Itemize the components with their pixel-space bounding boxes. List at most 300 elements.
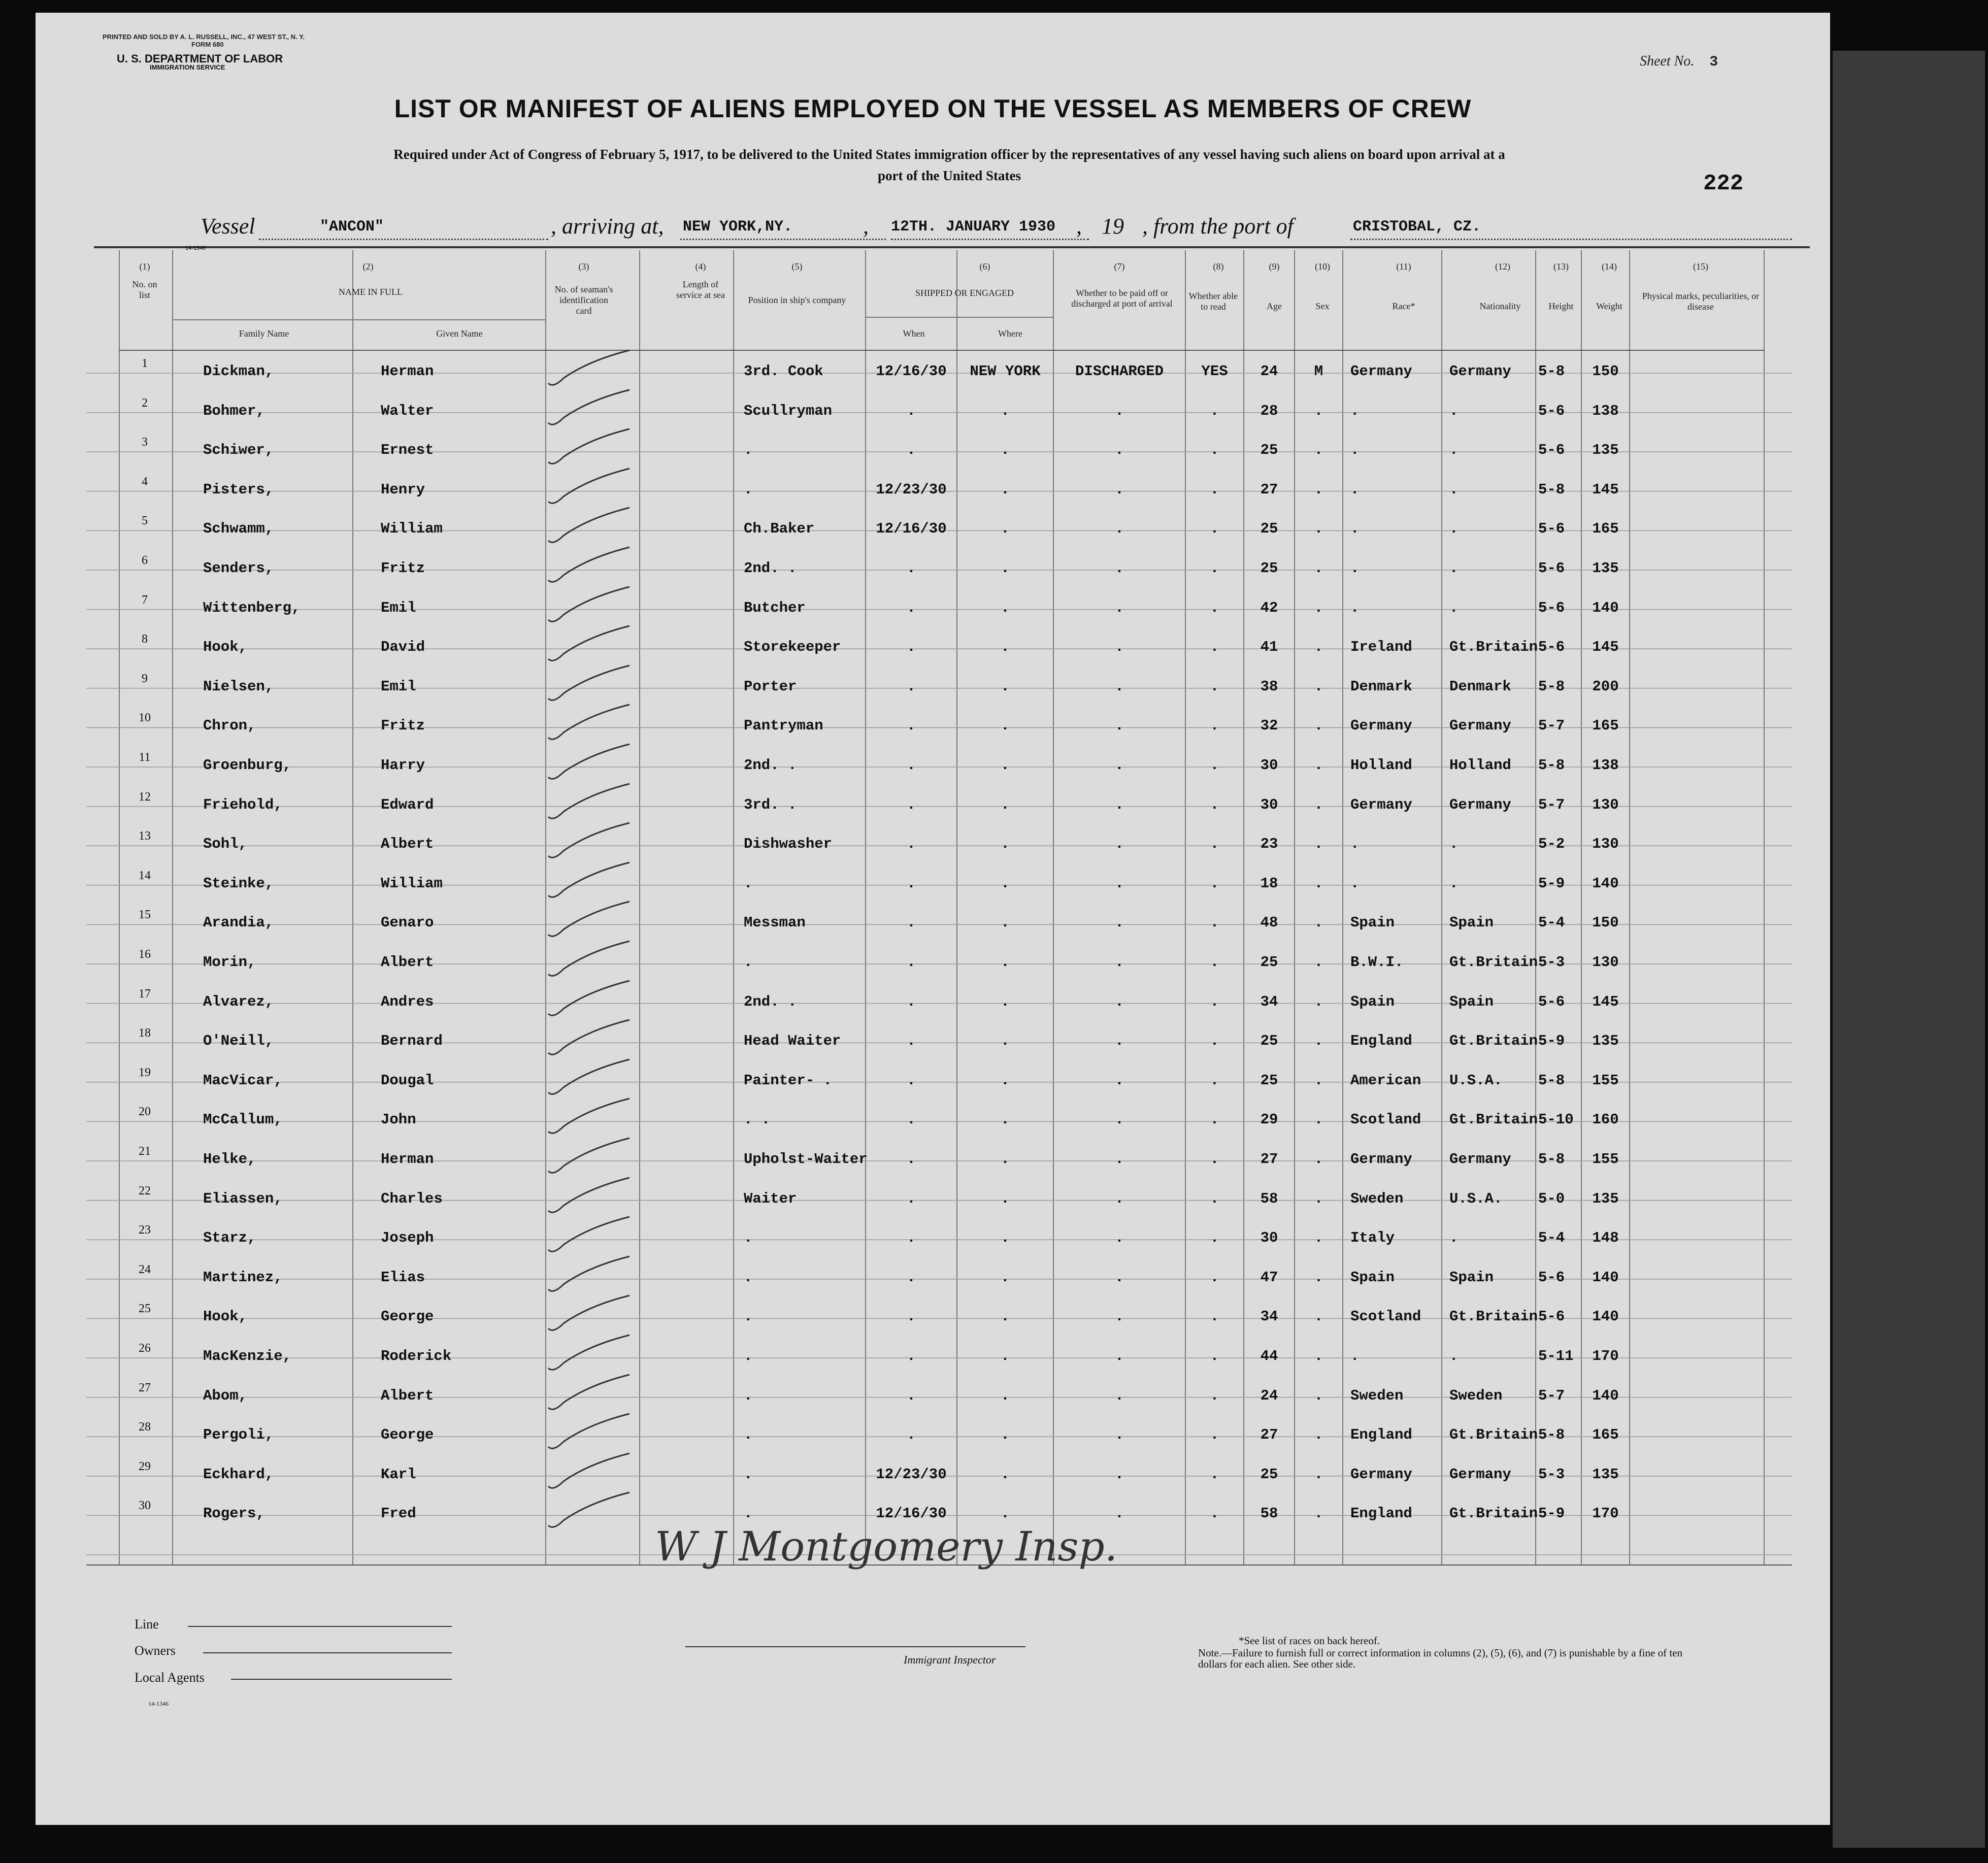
cell-nationality: Gt.Britain <box>1449 1033 1538 1050</box>
cell-age: 44 <box>1260 1348 1278 1365</box>
footer-agents-label: Local Agents <box>135 1670 205 1685</box>
cell-no: 23 <box>139 1223 151 1237</box>
cell-no: 4 <box>142 475 148 488</box>
cell-position: 3rd. . <box>744 796 797 813</box>
cell-given: Bernard <box>381 1033 443 1050</box>
line-field <box>188 1626 452 1627</box>
cell-where: . <box>1001 836 1010 853</box>
year-label: 19 <box>1102 214 1124 239</box>
page-number: 222 <box>1703 171 1744 196</box>
cell-where: . <box>1001 954 1010 971</box>
cell-race: Scotland <box>1350 1111 1421 1128</box>
cell-given: Joseph <box>381 1229 434 1247</box>
cell-race: . <box>1350 875 1360 892</box>
cell-position: Dishwasher <box>744 836 833 853</box>
cell-race: Italy <box>1350 1229 1395 1247</box>
check-mark <box>543 1136 645 1176</box>
cell-no: 10 <box>139 711 151 725</box>
cell-given: Albert <box>381 836 434 853</box>
check-mark <box>543 584 645 625</box>
cell-position: . <box>744 875 753 892</box>
cell-race: Germany <box>1350 1151 1412 1168</box>
cell-when: . <box>907 678 916 695</box>
cell-given: Charles <box>381 1190 443 1207</box>
cell-given: Herman <box>381 1151 434 1168</box>
cell-when: . <box>907 402 916 419</box>
cell-no: 18 <box>139 1026 151 1040</box>
cell-read: . <box>1210 442 1219 459</box>
colnum-11: (11) <box>1396 261 1411 272</box>
cell-where: . <box>1001 678 1010 695</box>
header-where: Where <box>998 328 1022 339</box>
cell-read: . <box>1210 520 1219 538</box>
cell-no: 14 <box>139 869 151 882</box>
cell-family: Hook, <box>203 1308 248 1325</box>
cell-age: 25 <box>1260 1033 1278 1050</box>
cell-when: . <box>907 717 916 735</box>
header-nationality: Nationality <box>1479 301 1521 311</box>
cell-nationality: Germany <box>1449 796 1511 813</box>
cell-where: . <box>1001 1308 1010 1325</box>
penalty-note: Note.—Failure to furnish full or correct information in columns (2), (5), (6), and (7) is punishable by a fine of ten dollars for each alien. See other side. <box>1198 1647 1683 1670</box>
table-row <box>36 1223 1830 1269</box>
cell-position: . <box>744 442 753 459</box>
cell-age: 29 <box>1260 1111 1278 1128</box>
cell-where: . <box>1001 717 1010 735</box>
cell-nationality: . <box>1449 402 1459 419</box>
cell-nationality: Germany <box>1449 363 1511 380</box>
cell-read: . <box>1210 717 1219 735</box>
cell-no: 16 <box>139 948 151 961</box>
cell-family: Nielsen, <box>203 678 274 695</box>
cell-paid: . <box>1115 442 1124 459</box>
cell-sex: . <box>1314 402 1323 419</box>
cell-when: . <box>907 796 916 813</box>
cell-where: . <box>1001 757 1010 774</box>
cell-family: Eliassen, <box>203 1190 283 1207</box>
cell-given: Emil <box>381 678 416 695</box>
cell-height: 5-9 <box>1538 1033 1565 1050</box>
cell-given: Fritz <box>381 717 425 735</box>
table-row <box>36 829 1830 875</box>
cell-paid: . <box>1115 1111 1124 1128</box>
cell-age: 23 <box>1260 836 1278 853</box>
colnum-4: (4) <box>695 261 706 272</box>
header-height: Height <box>1548 301 1574 311</box>
cell-family: Alvarez, <box>203 993 274 1010</box>
check-mark <box>543 702 645 743</box>
cell-nationality: . <box>1449 560 1459 577</box>
cell-weight: 140 <box>1592 1269 1619 1286</box>
cell-read: . <box>1210 757 1219 774</box>
cell-sex: . <box>1314 875 1323 892</box>
cell-when: . <box>907 1348 916 1365</box>
cell-nationality: Gt.Britain <box>1449 1111 1538 1128</box>
cell-given: Ernest <box>381 442 434 459</box>
cell-nationality: Spain <box>1449 914 1494 932</box>
cell-weight: 165 <box>1592 1426 1619 1444</box>
cell-read: . <box>1210 1111 1219 1128</box>
cell-when: . <box>907 1151 916 1168</box>
cell-where: . <box>1001 481 1010 498</box>
cell-read: . <box>1210 402 1219 419</box>
cell-when: . <box>907 1229 916 1247</box>
cell-sex: . <box>1314 914 1323 932</box>
check-mark <box>543 466 645 507</box>
cell-family: Starz, <box>203 1229 256 1247</box>
cell-paid: . <box>1115 1190 1124 1207</box>
cell-family: Eckhard, <box>203 1466 274 1483</box>
colnum-9: (9) <box>1269 261 1280 272</box>
cell-height: 5-7 <box>1538 796 1565 813</box>
check-mark <box>543 1411 645 1452</box>
cell-age: 48 <box>1260 914 1278 932</box>
header-family-name: Family Name <box>239 328 289 339</box>
cell-read: . <box>1210 1151 1219 1168</box>
cell-race: England <box>1350 1426 1412 1444</box>
cell-race: American <box>1350 1072 1421 1089</box>
cell-sex: . <box>1314 1426 1323 1444</box>
cell-sex: . <box>1314 1190 1323 1207</box>
cell-height: 5-8 <box>1538 363 1565 380</box>
cell-weight: 130 <box>1592 954 1619 971</box>
cell-when: 12/23/30 <box>876 481 947 498</box>
agents-field <box>231 1679 452 1680</box>
cell-nationality: . <box>1449 875 1459 892</box>
cell-race: England <box>1350 1505 1412 1522</box>
cell-weight: 135 <box>1592 1033 1619 1050</box>
cell-read: . <box>1210 796 1219 813</box>
cell-when: . <box>907 1072 916 1089</box>
cell-given: Albert <box>381 954 434 971</box>
cell-position: . <box>744 1505 753 1522</box>
cell-paid: . <box>1115 481 1124 498</box>
cell-position: . <box>744 1387 753 1404</box>
cell-where: . <box>1001 402 1010 419</box>
check-mark <box>543 545 645 585</box>
cell-nationality: . <box>1449 836 1459 853</box>
cell-when: . <box>907 1387 916 1404</box>
cell-weight: 155 <box>1592 1151 1619 1168</box>
cell-nationality: U.S.A. <box>1449 1190 1503 1207</box>
check-mark <box>543 939 645 979</box>
cell-where: . <box>1001 520 1010 538</box>
table-row <box>36 436 1830 481</box>
table-row <box>36 1262 1830 1308</box>
cell-paid: . <box>1115 1466 1124 1483</box>
table-row <box>36 357 1830 402</box>
cell-weight: 140 <box>1592 1387 1619 1404</box>
check-mark <box>543 1096 645 1137</box>
cell-where: . <box>1001 1111 1010 1128</box>
cell-where: . <box>1001 442 1010 459</box>
sheet-label: Sheet No. <box>1640 53 1695 69</box>
manifest-sheet: PRINTED AND SOLD BY A. L. RUSSELL, INC., 47 WEST ST., N. Y. FORM 680 U. S. DEPARTMENT OF LABOR IMMIGRATION SERVICE Sheet No. 3 LIST OR MANIFEST OF ALIENS EMPLOYED ON THE VESSEL AS MEMBERS OF CREW Required under Act of Congress of February 5, 1917, to be delivered to the United States immigration officer by the representatives of any vessel having such aliens on board upon arrival at a port of the United States 222 Vessel "ANCON" , arriving at, NEW YORK,NY. , 12TH. JANUARY 1930 , 19 , from the port of CRISTOBAL, CZ. 14-1346 (1) (2) (3) (4) (5) (6) (7) (8) (9) (10) (11) (12) (13) (14) (15) No. on list NAME IN FULL Family Name Given Name No. of seaman's identification card Length of service at sea Position in ship's company SHIPPED OR ENGAGED When Where Whether to be paid off or discharged at port of arrival Whether able to read Age Sex Race* Nationality Height Weight Physical marks, peculiarities, or disease 1 Dickman, Herman 3rd. Cook 12/16/30 NEW YORK DISCHARGED YES 24 M Germany Germany 5-8 150 2 Bohmer, Walter Scullryman . . . . 28 . . . 5-6 138 3 Schiwer, Ernest . . . . . 25 . . . 5-6 135 4 Pisters, Henry . 12/23/30 . . . 27 . . . 5-8 145 5 Schwamm, William Ch.Baker 12/16/30 . . . 25 . . . 5-6 165 6 Senders, Fritz 2nd. . . . . . 25 . . . 5-6 135 7 Wittenberg, Emil Butcher . . . . 42 . . . 5-6 140 8 Hook, David Storekeeper . . . . 41 . Ireland Gt.Britain 5-6 145 9 Nielsen, Emil Porter . . . . 38 . Denmark Denmark 5-8 200 10 Chron, Fritz Pantryman . . . . 32 . Germany Germany 5-7 165 11 Groenburg, Harry 2nd. . . . . . 30 . Holland Holland 5-8 138 12 Friehold, Edward 3rd. . . . . . 30 . Germany Germany 5-7 130 13 Sohl, Albert Dishwasher . . . . 23 . . . 5-2 130 14 Steinke, William . . . . . 18 . . . 5-9 140 15 Arandia, Genaro Messman . . . . 48 . Spain Spain 5-4 150 16 Morin, Albert . . . . . 25 . B.W.I. Gt.Britain 5-3 130 17 Alvarez, Andres 2nd. . . . . . 34 . Spain Spain 5-6 145 18 O'Neill, Bernard Head Waiter . . . . 25 . England Gt.Britain 5-9 135 19 MacVicar, Dougal Painter- . . . . . 25 . American U.S.A. 5-8 155 20 McCallum, John . . . . . . 29 . Scotland Gt.Britain 5-10 160 21 Helke, Herman Upholst-Waiter . . . . 27 . Germany Germany 5-8 155 22 Eliassen, Charles Waiter . . . . 58 . Sweden U.S.A. 5-0 135 23 Starz, Joseph . . . . . 30 . Italy . 5-4 148 24 Martinez, Elias . . . . . 47 . Spain Spain 5-6 140 25 Hook, George . . . . . 34 . Scotland Gt.Britain 5-6 140 26 MacKenzie, Roderick . . . . . 44 . . . 5-11 170 27 Abom, Albert . . . . . 24 . Sweden Sweden 5-7 140 28 Pergoli, George . . . . . 27 . England Gt.Britain 5-8 165 29 Eckhard, Karl . 12/23/30 . . . 25 . Germany Germany 5-3 135 30 Rogers, Fred . 12/16/30 . . . 58 . England Gt.Britain 5-9 170 W J Montgomery Insp. Line Owners Local Agents 14-1346 Immigrant Inspector *See list of races on back hereof. Note.—Failure to furnish full or correct information in columns (2), (5), (6), and (7) is punishable by a fine of ten dollars for each alien. See other side. <box>36 13 1830 1825</box>
cell-read: . <box>1210 1269 1219 1286</box>
cell-where: . <box>1001 599 1010 616</box>
cell-weight: 160 <box>1592 1111 1619 1128</box>
cell-weight: 135 <box>1592 560 1619 577</box>
cell-paid: . <box>1115 875 1124 892</box>
cell-age: 30 <box>1260 796 1278 813</box>
cell-sex: . <box>1314 1111 1323 1128</box>
cell-read: . <box>1210 560 1219 577</box>
cell-nationality: Holland <box>1449 757 1511 774</box>
table-row <box>36 1145 1830 1190</box>
cell-paid: . <box>1115 1269 1124 1286</box>
table-row <box>36 514 1830 559</box>
cell-where: . <box>1001 1505 1010 1522</box>
colnum-14: (14) <box>1602 261 1617 272</box>
cell-given: Harry <box>381 757 425 774</box>
cell-nationality: Germany <box>1449 1466 1511 1483</box>
table-row <box>36 869 1830 914</box>
table-row <box>36 1105 1830 1150</box>
cell-position: 2nd. . <box>744 757 797 774</box>
table-row <box>36 1420 1830 1466</box>
cell-position: . <box>744 1348 753 1365</box>
cell-weight: 138 <box>1592 757 1619 774</box>
cell-given: Dougal <box>381 1072 434 1089</box>
cell-given: Albert <box>381 1387 434 1404</box>
cell-race: Germany <box>1350 796 1412 813</box>
check-mark <box>543 1372 645 1413</box>
cell-given: William <box>381 875 443 892</box>
colnum-12: (12) <box>1495 261 1510 272</box>
cell-height: 5-6 <box>1538 1269 1565 1286</box>
cell-sex: . <box>1314 836 1323 853</box>
check-mark <box>543 1333 645 1373</box>
inspector-label: Immigrant Inspector <box>904 1653 996 1666</box>
vessel-label: Vessel <box>201 214 255 239</box>
cell-where: . <box>1001 1426 1010 1444</box>
cell-nationality: . <box>1449 599 1459 616</box>
page-title: LIST OR MANIFEST OF ALIENS EMPLOYED ON THE VESSEL AS MEMBERS OF CREW <box>394 94 1472 123</box>
cell-sex: . <box>1314 993 1323 1010</box>
cell-no: 24 <box>139 1262 151 1276</box>
cell-no: 1 <box>142 357 148 370</box>
cell-when: . <box>907 1111 916 1128</box>
cell-no: 22 <box>139 1184 151 1197</box>
cell-race: Denmark <box>1350 678 1412 695</box>
cell-height: 5-8 <box>1538 1072 1565 1089</box>
cell-read: . <box>1210 1072 1219 1089</box>
background-page <box>1833 51 1985 1848</box>
cell-position: Butcher <box>744 599 806 616</box>
cell-nationality: Germany <box>1449 717 1511 735</box>
cell-paid: . <box>1115 639 1124 656</box>
cell-when: 12/16/30 <box>876 363 947 380</box>
colnum-1: (1) <box>139 261 150 272</box>
check-mark <box>543 1057 645 1097</box>
cell-sex: . <box>1314 481 1323 498</box>
cell-given: Walter <box>381 402 434 419</box>
vessel-name: "ANCON" <box>320 218 384 236</box>
header-shipped: SHIPPED OR ENGAGED <box>915 288 1014 298</box>
cell-when: . <box>907 1308 916 1325</box>
cell-when: . <box>907 442 916 459</box>
cell-age: 27 <box>1260 481 1278 498</box>
cell-nationality: Gt.Britain <box>1449 1505 1538 1522</box>
cell-no: 7 <box>142 593 148 607</box>
header-when: When <box>903 328 925 339</box>
form-code-bottom: 14-1346 <box>148 1700 169 1707</box>
cell-paid: . <box>1115 717 1124 735</box>
cell-race: Sweden <box>1350 1387 1404 1404</box>
cell-age: 30 <box>1260 757 1278 774</box>
cell-height: 5-8 <box>1538 678 1565 695</box>
cell-nationality: . <box>1449 481 1459 498</box>
cell-race: B.W.I. <box>1350 954 1404 971</box>
cell-paid: . <box>1115 560 1124 577</box>
cell-age: 27 <box>1260 1426 1278 1444</box>
cell-sex: . <box>1314 1387 1323 1404</box>
cell-given: Henry <box>381 481 425 498</box>
cell-paid: . <box>1115 1033 1124 1050</box>
cell-race: Ireland <box>1350 639 1412 656</box>
cell-position: Painter- . <box>744 1072 833 1089</box>
cell-weight: 130 <box>1592 836 1619 853</box>
colnum-7: (7) <box>1114 261 1125 272</box>
cell-no: 21 <box>139 1145 151 1158</box>
cell-family: Chron, <box>203 717 256 735</box>
check-mark <box>543 623 645 664</box>
cell-family: McCallum, <box>203 1111 283 1128</box>
cell-weight: 155 <box>1592 1072 1619 1089</box>
cell-where: . <box>1001 1466 1010 1483</box>
cell-nationality: Denmark <box>1449 678 1511 695</box>
cell-height: 5-8 <box>1538 1426 1565 1444</box>
check-mark <box>543 1214 645 1255</box>
cell-no: 12 <box>139 790 151 804</box>
cell-family: MacVicar, <box>203 1072 283 1089</box>
cell-position: Pantryman <box>744 717 823 735</box>
cell-sex: . <box>1314 1269 1323 1286</box>
table-row <box>36 948 1830 993</box>
cell-position: Ch.Baker <box>744 520 815 538</box>
cell-age: 58 <box>1260 1190 1278 1207</box>
cell-age: 25 <box>1260 560 1278 577</box>
check-mark <box>543 742 645 782</box>
cell-where: . <box>1001 1190 1010 1207</box>
cell-given: Herman <box>381 363 434 380</box>
colnum-10: (10) <box>1315 261 1330 272</box>
colnum-2: (2) <box>362 261 374 272</box>
cell-given: Emil <box>381 599 416 616</box>
cell-given: George <box>381 1308 434 1325</box>
cell-sex: . <box>1314 599 1323 616</box>
cell-sex: . <box>1314 1466 1323 1483</box>
cell-position: . <box>744 1229 753 1247</box>
cell-nationality: Spain <box>1449 1269 1494 1286</box>
cell-position: . <box>744 1269 753 1286</box>
cell-sex: . <box>1314 1505 1323 1522</box>
subtitle-line-2: port of the United States <box>878 168 1021 183</box>
cell-when: . <box>907 993 916 1010</box>
cell-position: Storekeeper <box>744 639 841 656</box>
cell-read: . <box>1210 1466 1219 1483</box>
cell-sex: . <box>1314 560 1323 577</box>
cell-position: Porter <box>744 678 797 695</box>
cell-family: Hook, <box>203 639 248 656</box>
cell-height: 5-11 <box>1538 1348 1574 1365</box>
cell-age: 24 <box>1260 363 1278 380</box>
cell-height: 5-6 <box>1538 1308 1565 1325</box>
check-mark <box>543 1293 645 1334</box>
cell-read: . <box>1210 678 1219 695</box>
cell-family: Abom, <box>203 1387 248 1404</box>
check-mark <box>543 1490 645 1531</box>
cell-weight: 140 <box>1592 1308 1619 1325</box>
cell-family: Senders, <box>203 560 274 577</box>
cell-family: Bohmer, <box>203 402 265 419</box>
cell-where: . <box>1001 560 1010 577</box>
cell-read: . <box>1210 481 1219 498</box>
cell-paid: . <box>1115 1072 1124 1089</box>
cell-where: . <box>1001 875 1010 892</box>
check-mark <box>543 781 645 822</box>
cell-when: . <box>907 1426 916 1444</box>
cell-family: Sohl, <box>203 836 248 853</box>
table-row <box>36 711 1830 756</box>
cell-given: David <box>381 639 425 656</box>
table-row <box>36 396 1830 442</box>
cell-sex: . <box>1314 1229 1323 1247</box>
cell-position: . <box>744 954 753 971</box>
cell-where: . <box>1001 1229 1010 1247</box>
cell-weight: 165 <box>1592 717 1619 735</box>
cell-weight: 145 <box>1592 481 1619 498</box>
cell-nationality: U.S.A. <box>1449 1072 1503 1089</box>
cell-paid: DISCHARGED <box>1075 363 1164 380</box>
table-row <box>36 1066 1830 1111</box>
cell-position: . <box>744 1466 753 1483</box>
cell-given: William <box>381 520 443 538</box>
cell-age: 30 <box>1260 1229 1278 1247</box>
cell-family: Wittenberg, <box>203 599 301 616</box>
inspector-signature-line <box>685 1646 1025 1647</box>
cell-read: . <box>1210 914 1219 932</box>
cell-family: Dickman, <box>203 363 274 380</box>
cell-paid: . <box>1115 1426 1124 1444</box>
cell-when: . <box>907 875 916 892</box>
cell-race: . <box>1350 481 1360 498</box>
cell-read: . <box>1210 599 1219 616</box>
table-row <box>36 987 1830 1033</box>
check-mark <box>543 899 645 940</box>
cell-no: 26 <box>139 1342 151 1355</box>
cell-position: Upholst-Waiter <box>744 1151 868 1168</box>
cell-position: . <box>744 1308 753 1325</box>
cell-sex: . <box>1314 1151 1323 1168</box>
cell-sex: . <box>1314 639 1323 656</box>
cell-paid: . <box>1115 1348 1124 1365</box>
cell-no: 25 <box>139 1302 151 1316</box>
header-name: NAME IN FULL <box>339 287 403 297</box>
table-row <box>36 1381 1830 1426</box>
cell-weight: 140 <box>1592 875 1619 892</box>
cell-age: 34 <box>1260 1308 1278 1325</box>
cell-weight: 135 <box>1592 1466 1619 1483</box>
cell-height: 5-8 <box>1538 481 1565 498</box>
from-label: , from the port of <box>1142 214 1294 239</box>
cell-age: 24 <box>1260 1387 1278 1404</box>
cell-position: 3rd. Cook <box>744 363 823 380</box>
cell-race: . <box>1350 402 1360 419</box>
cell-race: . <box>1350 520 1360 538</box>
table-row <box>36 1342 1830 1387</box>
departure-port: CRISTOBAL, CZ. <box>1353 218 1481 236</box>
